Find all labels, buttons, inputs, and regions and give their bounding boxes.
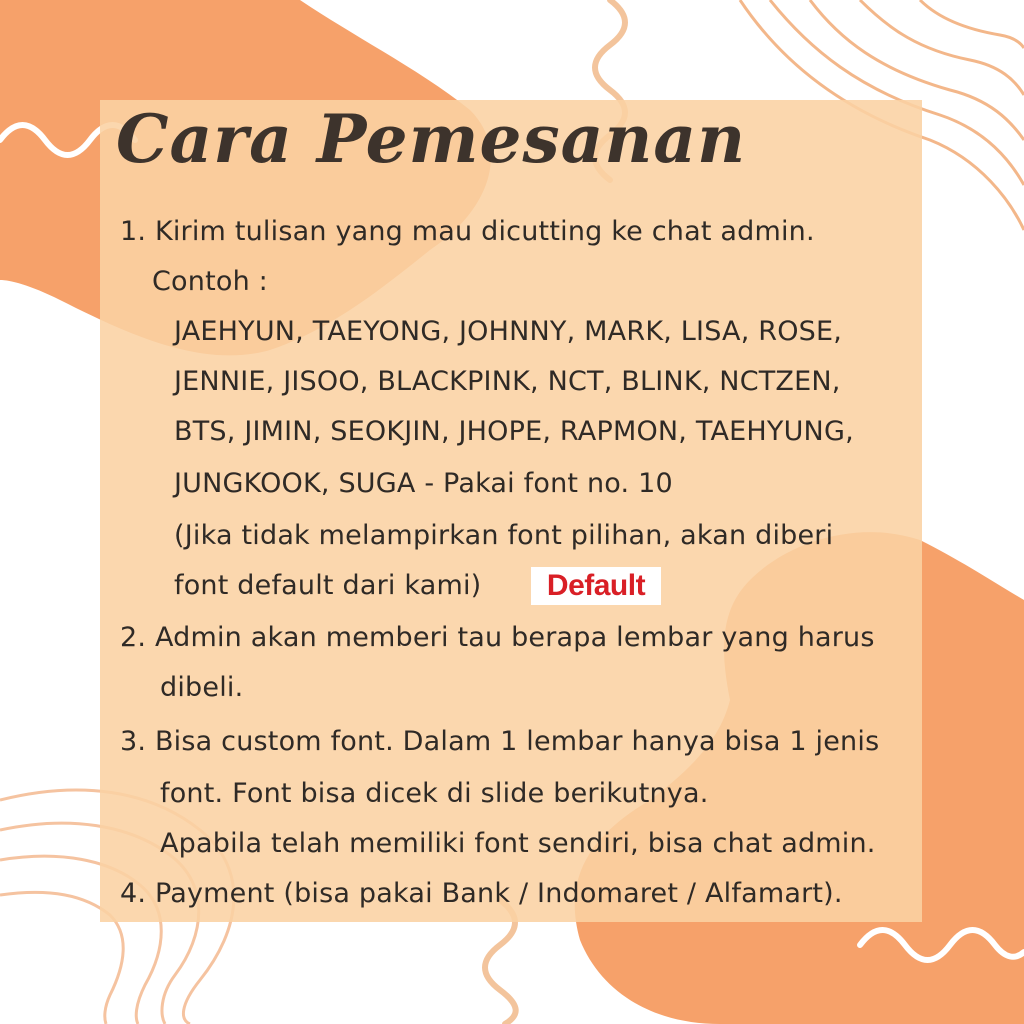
step-1-names-1: JAEHYUN, TAEYONG, JOHNNY, MARK, LISA, ROSE, xyxy=(174,316,843,347)
step-1-note-2: font default dari kami) xyxy=(174,570,482,601)
step-1-names-3: BTS, JIMIN, SEOKJIN, JHOPE, RAPMON, TAEHYUNG, xyxy=(174,416,854,447)
step-4-line-1: 4. Payment (bisa pakai Bank / Indomaret / Alfamart). xyxy=(120,878,843,909)
step-2-line-1: 2. Admin akan memberi tau berapa lembar yang harus xyxy=(120,622,875,653)
step-1-line-1: 1. Kirim tulisan yang mau dicutting ke chat admin. xyxy=(120,216,815,247)
step-2-line-2: dibeli. xyxy=(160,672,244,703)
default-badge xyxy=(531,567,661,605)
page-title: Cara Pemesanan xyxy=(116,100,747,178)
default-badge-label: Default xyxy=(546,569,646,602)
step-3-line-2: font. Font bisa dicek di slide berikutnya. xyxy=(160,778,709,809)
step-1-note-1: (Jika tidak melampirkan font pilihan, akan diberi xyxy=(174,520,834,551)
step-1-example-label: Contoh : xyxy=(152,266,268,297)
step-1-names-2: JENNIE, JISOO, BLACKPINK, NCT, BLINK, NCTZEN, xyxy=(174,366,841,397)
step-1-names-4: JUNGKOOK, SUGA - Pakai font no. 10 xyxy=(174,468,673,499)
step-3-line-3: Apabila telah memiliki font sendiri, bisa chat admin. xyxy=(160,828,876,859)
step-3-line-1: 3. Bisa custom font. Dalam 1 lembar hanya bisa 1 jenis xyxy=(120,726,880,757)
